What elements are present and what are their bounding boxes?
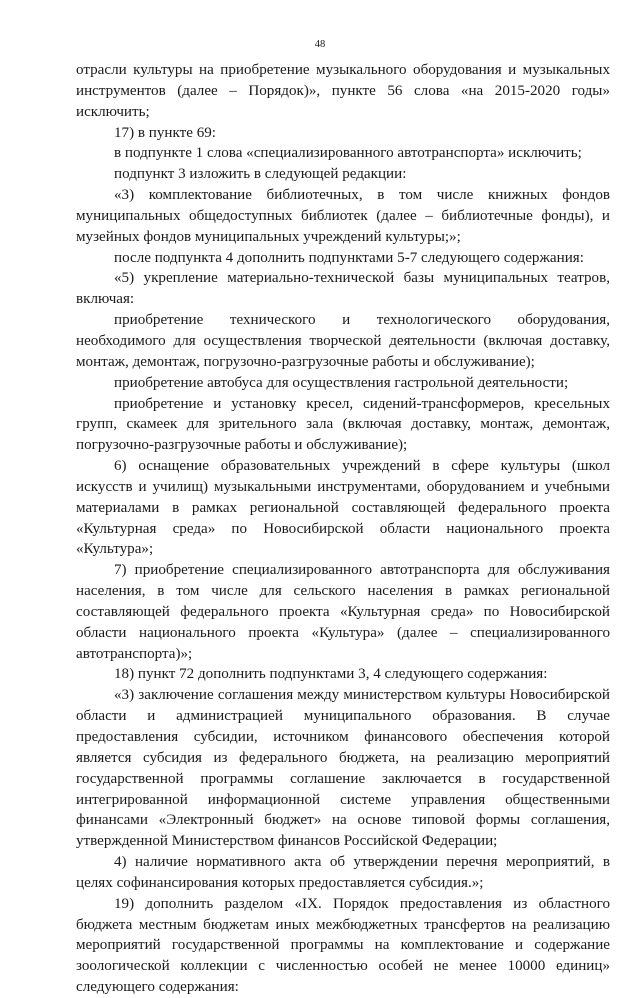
paragraph-subitem-3-text: «3) комплектование библиотечных, в том числе книжных фондов муниципальных общедоступных библиотек (далее – библиотечные фонды), и музейных фондов муниципальных учреждений культуры;»; — [76, 187, 610, 245]
paragraph-subitem-4-act: 4) наличие нормативного акта об утверждении перечня мероприятий, в целях софинансирования которых предоставляется субсидия.»; — [76, 854, 610, 891]
paragraph-subitem-7: 7) приобретение специализированного автотранспорта для обслуживания населения, в том числе для сельского населения в рамках региональной составляющей федерального проекта «Культурная среда» по Новосибирской области национального проекта «Культура» (далее – специализированного автотранспорта)»; — [76, 562, 610, 662]
paragraph-subitem-1: в подпункте 1 слова «специализированного автотранспорта» исключить; — [114, 145, 582, 162]
paragraph-item-17: 17) в пункте 69: — [114, 124, 216, 141]
page-number: 48 — [314, 39, 326, 50]
paragraph-item-18: 18) пункт 72 дополнить подпунктами 3, 4 следующего содержания: — [114, 666, 548, 683]
paragraph-subitem-3-agreement: «3) заключение соглашения между министерством культуры Новосибирской области и администрацией муниципального образования. В случае предоставления субсидии, источником финансового обеспечения которой является субсидия из федерального бюджета, на реализацию мероприятий государственной программы соглашение заключается в государственной интегрированной информационной системе управления общественными финансами «Электронный бюджет» на основе типовой формы соглашения, утвержденной Министерством финансов Российской Федерации; — [76, 687, 610, 850]
paragraph-subitem-5-seats: приобретение и установку кресел, сидений-трансформеров, кресельных групп, скамеек для зрительного зала (включая доставку, монтаж, демонтаж, погрузочно-разгрузочные работы и обслуживание); — [76, 395, 610, 454]
paragraph-subitem-6: 6) оснащение образовательных учреждений в сфере культуры (школ искусств и училищ) музыкальными инструментами, оборудованием и учебными материалами в рамках региональной составляющей федерального проекта «Культурная среда» по Новосибирской области национального проекта «Культура»; — [76, 458, 610, 558]
paragraph-item-19: 19) дополнить разделом «IX. Порядок предоставления из областного бюджета местным бюджетам иных межбюджетных трансфертов на реализацию мероприятий государственной программы на комплектование и содержание зоологической коллекции с численностью особей не менее 10000 единиц» следующего содержания: — [76, 895, 610, 996]
paragraph-subitem-5: «5) укрепление материально-технической базы муниципальных театров, включая: — [76, 270, 610, 308]
paragraph-subitem-5-bus: приобретение автобуса для осуществления гастрольной деятельности; — [114, 374, 569, 391]
document-body — [76, 60, 610, 998]
paragraph-intro-continuation: отрасли культуры на приобретение музыкального оборудования и музыкальных инструментов (далее – Порядок)», пункте 56 слова «на 2015-2020 годы» исключить; — [76, 62, 610, 120]
paragraph-subitems-5-7-intro: после подпункта 4 дополнить подпунктами 5-7 следующего содержания: — [114, 249, 584, 266]
paragraph-subitem-3-intro: подпункт 3 изложить в следующей редакции: — [114, 166, 407, 183]
paragraph-subitem-5-equipment: приобретение технического и технологического оборудования, необходимого для осуществления творческой деятельности (включая доставку, монтаж, демонтаж, погрузочно-разгрузочные работы и обслуживание); — [76, 312, 610, 370]
